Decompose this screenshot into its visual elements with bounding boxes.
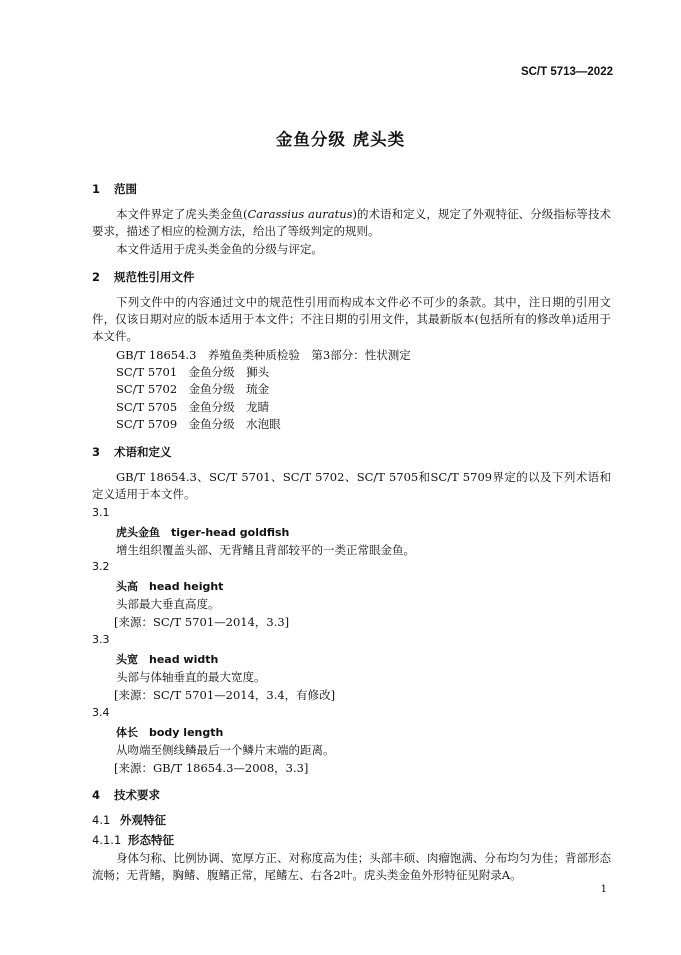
section-4-heading [92, 787, 160, 803]
term-number: 3.1 [92, 506, 110, 519]
page-number: 1 [600, 884, 607, 895]
section-number: 2 [92, 270, 101, 284]
standard-code-header: SC/T 5713—2022 [520, 66, 613, 78]
term-source: [来源：GB/T 18654.3—2008，3.3] [114, 761, 309, 775]
term-definition: 头部与体轴垂直的最大宽度。 [116, 670, 266, 684]
section-2-heading [92, 269, 195, 285]
subsection-number: 4.1 [92, 813, 111, 827]
ref-item: SC/T 5709 金鱼分级 水泡眼 [116, 417, 281, 431]
scope-text-b: )的术语和定义，规定了外观特征、分级指标等技术要求，描述了相应的检测方法，给出了等级判定的规则。 [92, 207, 611, 238]
term-number: 3.3 [92, 633, 110, 646]
ref-item: GB/T 18654.3 养殖鱼类种质检验 第3部分：性状测定 [116, 348, 411, 362]
term-title: 头宽 head width [116, 653, 219, 666]
section-1-heading [92, 181, 137, 197]
term-definition: 从吻端至侧线鳞最后一个鳞片末端的距离。 [116, 743, 335, 757]
section-3-heading [92, 444, 172, 460]
term-number: 3.4 [92, 706, 110, 719]
ref-item: SC/T 5701 金鱼分级 狮头 [116, 365, 270, 379]
terms-intro-paragraph: GB/T 18654.3、SC/T 5701、SC/T 5702、SC/T 5705和SC/T 5709界定的以及下列术语和定义适用于本文件。 [92, 470, 611, 501]
scope-paragraph-2: 本文件适用于虎头类金鱼的分级与评定。 [116, 242, 323, 256]
section-title: 范围 [114, 182, 137, 196]
ref-item: SC/T 5702 金鱼分级 琉金 [116, 382, 270, 396]
normative-refs-paragraph: 下列文件中的内容通过文中的规范性引用而构成本文件必不可少的条款。其中，注日期的引用文件，仅该日期对应的版本适用于本文件；不注日期的引用文件，其最新版本(包括所有的修改单)适用于本文件。 [92, 295, 611, 343]
scope-text-a: 本文件界定了虎头类金鱼( [116, 207, 248, 221]
term-title: 体长 body length [116, 726, 224, 739]
latin-name: Carassius auratus [247, 207, 353, 221]
term-title: 头高 head height [116, 580, 224, 593]
term-number: 3.2 [92, 560, 110, 573]
term-definition: 增生组织覆盖头部、无背鳍且背部较平的一类正常眼金鱼。 [116, 543, 415, 557]
term-title: 虎头金鱼 tiger-head goldfish [116, 526, 290, 539]
subsection-4-1-1-heading [92, 832, 174, 848]
ref-item: SC/T 5705 金鱼分级 龙睛 [116, 400, 270, 414]
term-source: [来源：SC/T 5701—2014，3.3] [114, 615, 290, 629]
section-title: 术语和定义 [114, 445, 172, 459]
section-number: 3 [92, 445, 101, 459]
subsection-title: 外观特征 [120, 813, 166, 827]
section-number: 1 [92, 182, 101, 196]
page-title: 金鱼分级 虎头类 [275, 130, 406, 149]
subsection-title: 形态特征 [128, 833, 174, 847]
section-number: 4 [92, 788, 101, 802]
morphology-paragraph: 身体匀称、比例协调、宽厚方正、对称度高为佳；头部丰硕、肉瘤饱满、分布均匀为佳；背部形态流畅；无背鳍，胸鳍、腹鳍正常，尾鳍左、右各2叶。虎头类金鱼外形特征见附录A。 [92, 851, 611, 882]
section-title: 技术要求 [114, 788, 160, 802]
subsection-4-1-heading [92, 812, 166, 828]
term-source: [来源：SC/T 5701—2014，3.4，有修改] [114, 688, 336, 702]
section-title: 规范性引用文件 [114, 270, 195, 284]
scope-paragraph-1 [92, 206, 611, 240]
term-definition: 头部最大垂直高度。 [116, 597, 220, 611]
subsection-number: 4.1.1 [92, 833, 122, 847]
